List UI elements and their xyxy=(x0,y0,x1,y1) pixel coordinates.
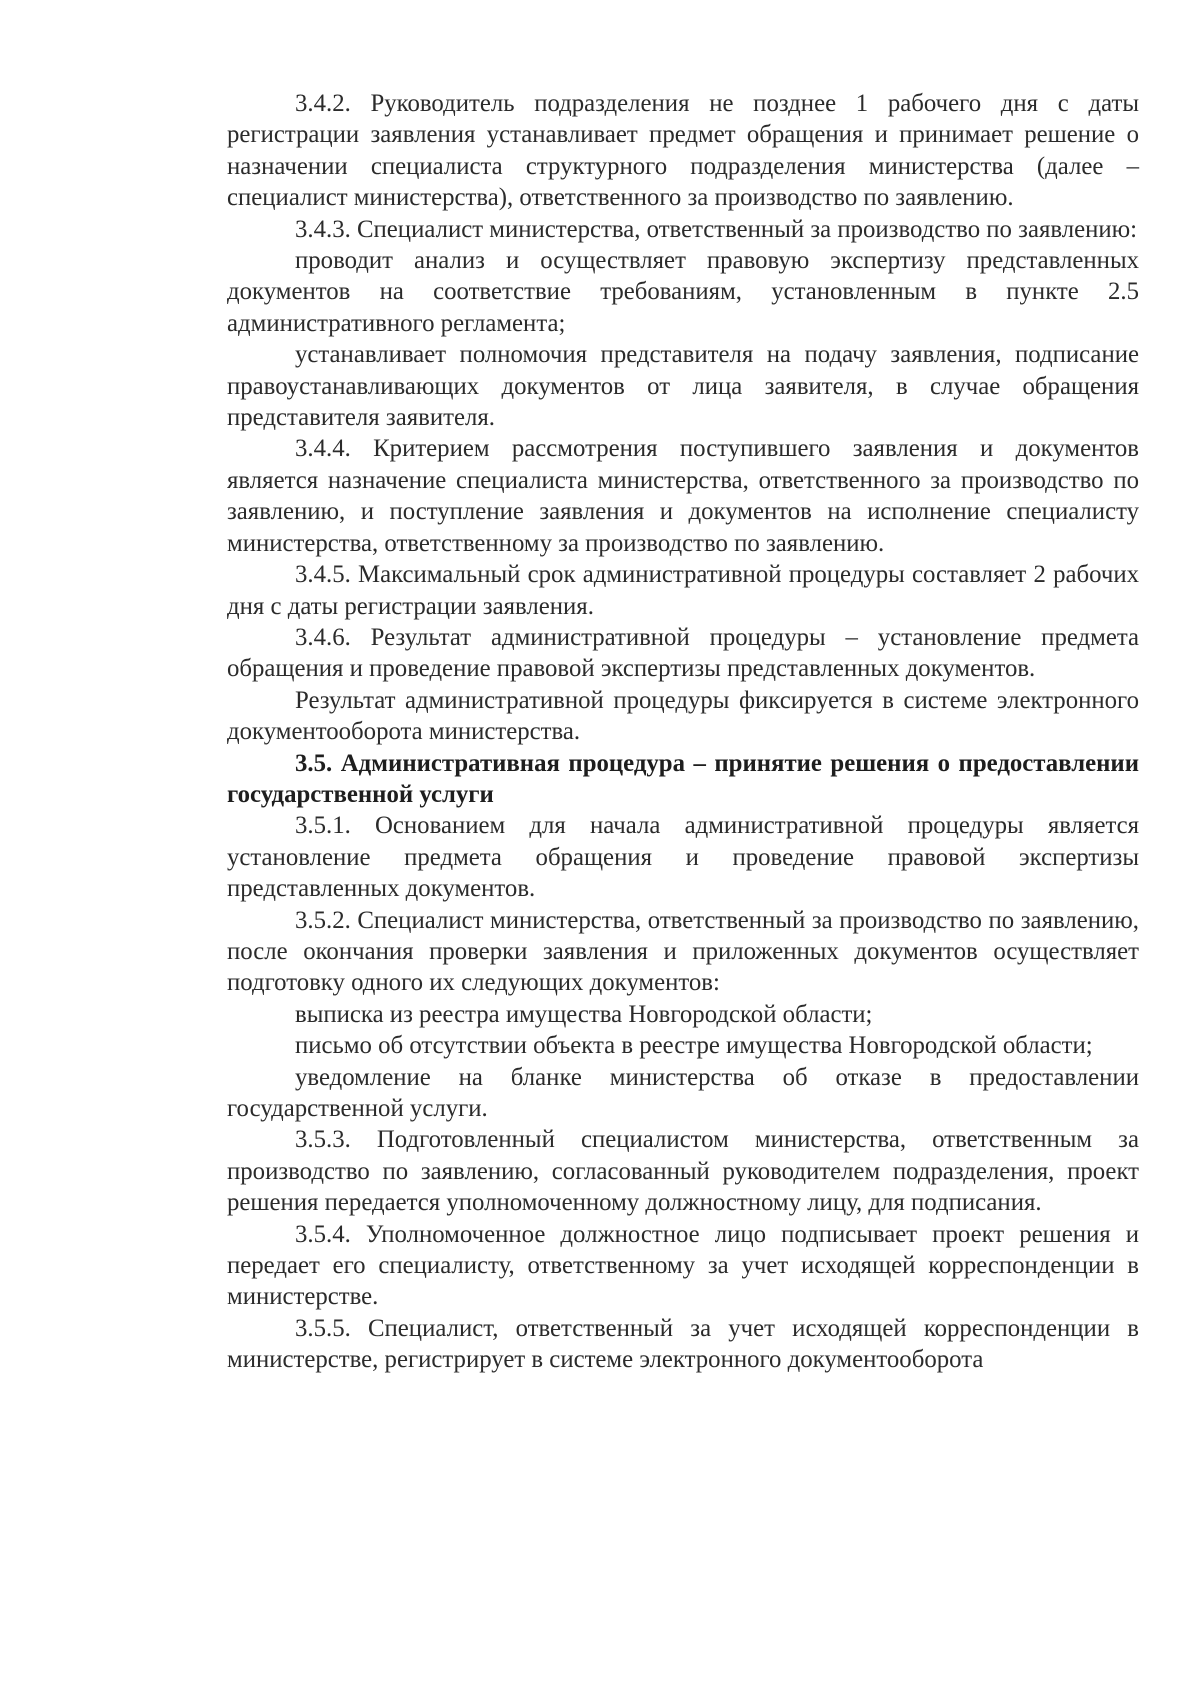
paragraph-3-4-3: 3.4.3. Специалист министерства, ответственный за производство по заявлению: xyxy=(295,215,1138,243)
list-item-registry-extract: выписка из реестра имущества Новгородской области; xyxy=(295,1000,873,1028)
paragraph-authority-item: устанавливает полномочия представителя на подачу заявления, подписание правоустанавливающих документов от лица заявителя, в случае обращения представителя заявителя. xyxy=(227,341,1139,432)
paragraph-3-4-6: 3.4.6. Результат административной процедуры – установление предмета обращения и проведение правовой экспертизы представленных документов. xyxy=(227,623,1139,683)
paragraph-3-4-5: 3.4.5. Максимальный срок административной процедуры составляет 2 рабочих дня с даты регистрации заявления. xyxy=(227,561,1139,620)
paragraph-result-fixation: Результат административной процедуры фиксируется в системе электронного документооборота министерства. xyxy=(227,686,1139,746)
document-page xyxy=(227,88,1139,1376)
paragraph-3-4-4: 3.4.4. Критерием рассмотрения поступившего заявления и документов является назначение специалиста министерства, ответственного за производство по заявлению, и поступление заявления и документов на исполнение специалисту министерства, ответственному за производство по заявлению. xyxy=(227,435,1139,557)
paragraph-3-4-2: 3.4.2. Руководитель подразделения не позднее 1 рабочего дня с даты регистрации заявления устанавливает предмет обращения и принимает решение о назначении специалиста структурного подразделения министерства (далее – специалист министерства), ответственного за производство по заявлению. xyxy=(227,90,1139,212)
paragraph-3-5-2: 3.5.2. Специалист министерства, ответственный за производство по заявлению, после окончания проверки заявления и приложенных документов осуществляет подготовку одного их следующих документов: xyxy=(227,906,1139,997)
paragraph-analysis-item: проводит анализ и осуществляет правовую экспертизу представленных документов на соответствие требованиям, установленным в пункте 2.5 административного регламента; xyxy=(227,247,1139,337)
paragraph-3-5-5: 3.5.5. Специалист, ответственный за учет исходящей корреспонденции в министерстве, регистрирует в системе электронного документооборота xyxy=(227,1314,1139,1374)
paragraph-3-5-3: 3.5.3. Подготовленный специалистом министерства, ответственным за производство по заявлению, согласованный руководителем подразделения, проект решения передается уполномоченному должностному лицу, для подписания. xyxy=(227,1126,1139,1217)
list-item-refusal-notice: уведомление на бланке министерства об отказе в предоставлении государственной услуги. xyxy=(227,1063,1139,1122)
paragraph-3-5-4: 3.5.4. Уполномоченное должностное лицо подписывает проект решения и передает его специалисту, ответственному за учет исходящей корреспонденции в министерстве. xyxy=(227,1220,1139,1311)
paragraph-3-5-1: 3.5.1. Основанием для начала административной процедуры является установление предмета обращения и проведение правовой экспертизы представленных документов. xyxy=(227,812,1139,903)
list-item-absence-letter: письмо об отсутствии объекта в реестре имущества Новгородской области; xyxy=(295,1032,1093,1060)
section-heading-3-5: 3.5. Административная процедура – принятие решения о предоставлении государственной услуги xyxy=(227,749,1139,808)
